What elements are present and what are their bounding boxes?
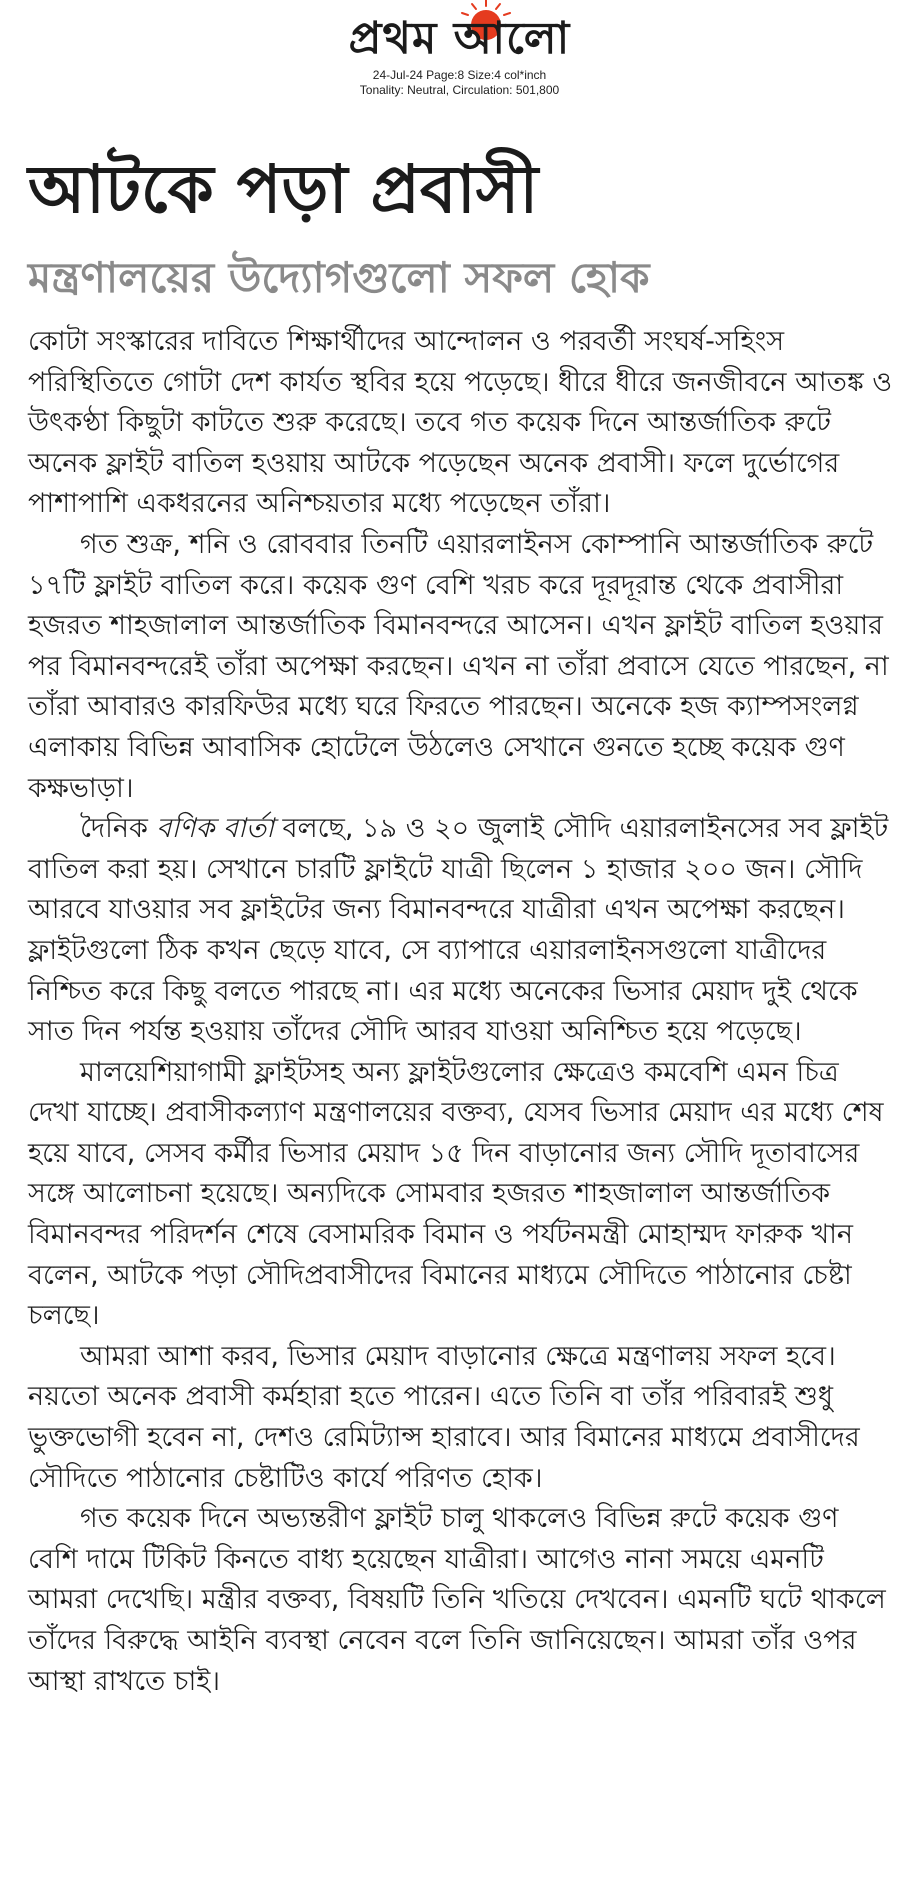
article-headline: আটকে পড়া প্রবাসী	[28, 151, 539, 228]
paragraph-5: আমরা আশা করব, ভিসার মেয়াদ বাড়ানোর ক্ষেত্রে মন্ত্রণালয় সফল হবে। নয়তো অনেক প্রবাসী কর্মহারা হতে পারেন। এতে তিনি বা তাঁর পরিবারই শুধু ভুক্তভোগী হবেন না, দেশও রেমিট্যান্স হারাবে। আর বিমানের মাধ্যমে প্রবাসীদের সৌদিতে পাঠানোর চেষ্টাটিও কার্যে পরিণত হোক।	[28, 1340, 860, 1494]
logo-text: প্রথম আলো	[348, 13, 571, 64]
article-subheadline: মন্ত্রণালয়ের উদ্যোগগুলো সফল হোক	[28, 253, 650, 302]
masthead	[0, 0, 919, 98]
paragraph-3-lead: দৈনিক	[80, 813, 157, 845]
paragraph-2: গত শুক্র, শনি ও রোববার তিনটি এয়ারলাইনস কোম্পানি আন্তর্জাতিক রুটে ১৭টি ফ্লাইট বাতিল করে। কয়েক গুণ বেশি খরচ করে দূরদূরান্ত থেকে প্রবাসীরা হজরত শাহজালাল আন্তর্জাতিক বিমানবন্দরে আসেন। এখন ফ্লাইট বাতিল হওয়ার পর বিমানবন্দরেই তাঁরা অপেক্ষা করছেন। এখন না তাঁরা প্রবাসে যেতে পারছেন, না তাঁরা আবারও কারফিউর মধ্যে ঘরে ফিরতে পারছেন। অনেকে হজ ক্যাম্পসংলগ্ন এলাকায় বিভিন্ন আবাসিক হোটেলে উঠলেও সেখানে গুনতে হচ্ছে কয়েক গুণ কক্ষভাড়া।	[28, 528, 889, 804]
clip-info: 24-Jul-24 Page:8 Size:4 col*inch	[372, 68, 547, 82]
paragraph-4: মালয়েশিয়াগামী ফ্লাইটসহ অন্য ফ্লাইটগুলোর ক্ষেত্রেও কমবেশি এমন চিত্র দেখা যাচ্ছে। প্রবাসীকল্যাণ মন্ত্রণালয়ের বক্তব্য, যেসব ভিসার মেয়াদ এর মধ্যে শেষ হয়ে যাবে, সেসব কর্মীর ভিসার মেয়াদ ১৫ দিন বাড়ানোর জন্য সৌদি দূতাবাসের সঙ্গে আলোচনা হয়েছে। অন্যদিকে সোমবার হজরত শাহজালাল আন্তর্জাতিক বিমানবন্দর পরিদর্শন শেষে বেসামরিক বিমান ও পর্যটনমন্ত্রী মোহাম্মদ ফারুক খান বলেন, আটকে পড়া সৌদিপ্রবাসীদের বিমানের মাধ্যমে সৌদিতে পাঠানোর চেষ্টা চলছে।	[28, 1056, 884, 1332]
paragraph-3	[28, 809, 896, 1053]
paragraph-6: গত কয়েক দিনে অভ্যন্তরীণ ফ্লাইট চালু থাকলেও বিভিন্ন রুটে কয়েক গুণ বেশি দামে টিকিট কিনতে বাধ্য হয়েছেন যাত্রীরা। আগেও নানা সময়ে এমনটি আমরা দেখেছি। মন্ত্রীর বক্তব্য, বিষয়টি তিনি খতিয়ে দেখবেন। এমনটি ঘটে থাকলে তাঁদের বিরুদ্ধে আইনি ব্যবস্থা নেবেন বলে তিনি জানিয়েছেন। আমরা তাঁর ওপর আস্থা রাখতে চাই।	[28, 1503, 886, 1697]
newspaper-name-italic: বণিক বার্তা	[156, 813, 274, 845]
paragraph-3-rest: বলছে, ১৯ ও ২০ জুলাই সৌদি এয়ারলাইনসের সব ফ্লাইট বাতিল করা হয়। সেখানে চারটি ফ্লাইটে যাত্রী ছিলেন ১ হাজার ২০০ জন। সৌদি আরবে যাওয়ার সব ফ্লাইটের জন্য বিমানবন্দরে যাত্রীরা এখন অপেক্ষা করছেন। ফ্লাইটগুলো ঠিক কখন ছেড়ে যাবে, সে ব্যাপারে এয়ারলাইনসগুলো যাত্রীদের নিশ্চিত করে কিছু বলতে পারছে না। এর মধ্যে অনেকের ভিসার মেয়াদ দুই থেকে সাত দিন পর্যন্ত হওয়ায় তাঁদের সৌদি আরব যাওয়া অনিশ্চিত হয়ে পড়েছে।	[28, 813, 889, 1048]
paragraph-1: কোটা সংস্কারের দাবিতে শিক্ষার্থীদের আন্দোলন ও পরবর্তী সংঘর্ষ-সহিংস পরিস্থিতিতে গোটা দেশ কার্যত স্থবির হয়ে পড়েছে। ধীরে ধীরে জনজীবনে আতঙ্ক ও উৎকণ্ঠা কিছুটা কাটতে শুরু করেছে। তবে গত কয়েক দিনে আন্তর্জাতিক রুটে অনেক ফ্লাইট বাতিল হওয়ায় আটকে পড়েছেন অনেক প্রবাসী। ফলে দুর্ভোগের পাশাপাশি একধরনের অনিশ্চয়তার মধ্যে পড়েছেন তাঁরা।	[28, 326, 893, 520]
article-body	[28, 322, 896, 1702]
newspaper-logo	[349, 14, 571, 64]
tonality-info: Tonality: Neutral, Circulation: 501,800	[359, 83, 560, 97]
